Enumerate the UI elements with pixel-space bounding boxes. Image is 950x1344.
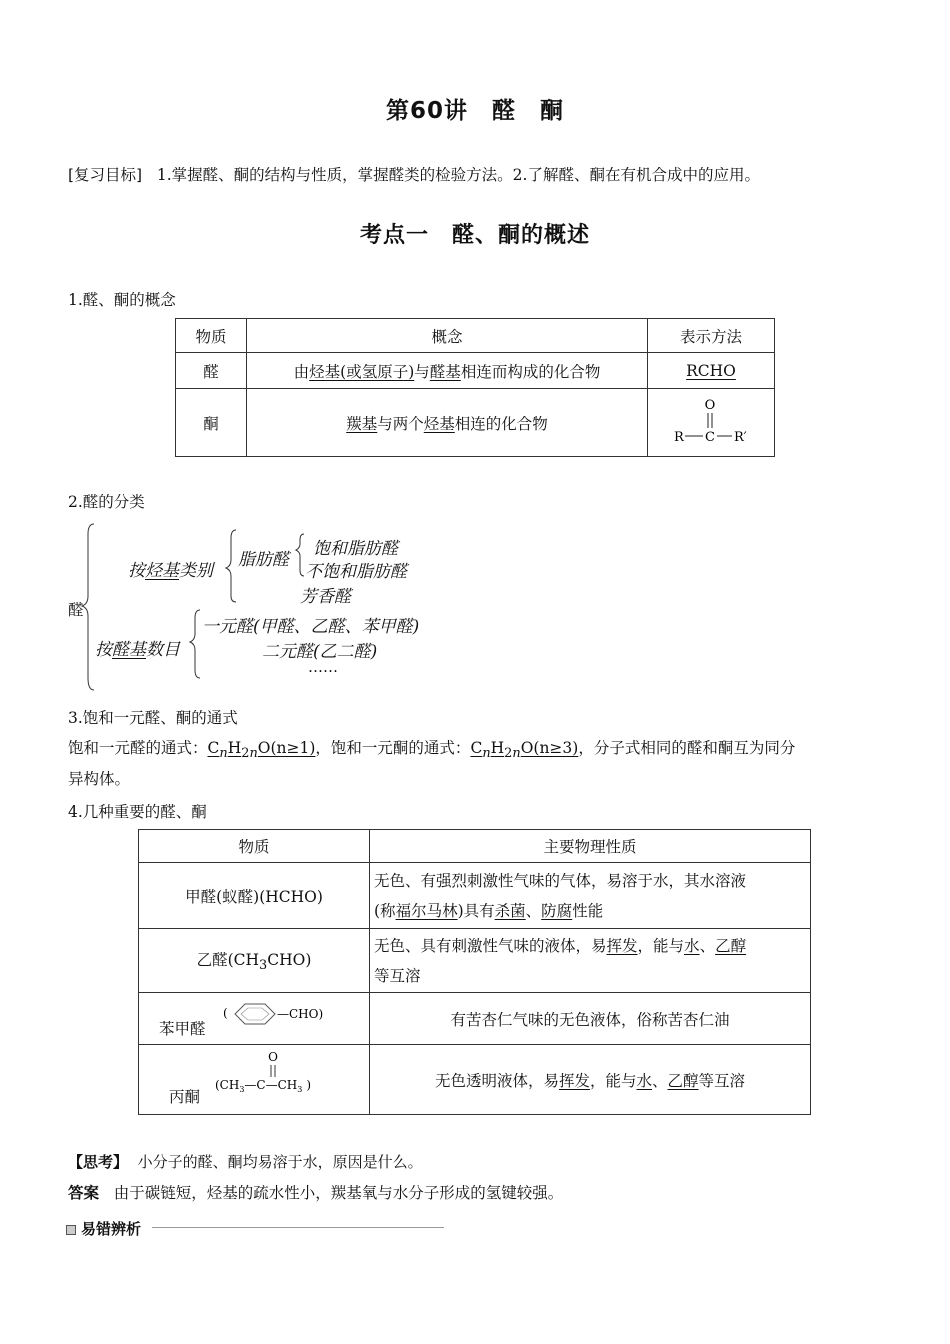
cho-group: —CHO) (277, 1007, 324, 1021)
svg-text:(CH3—C—CH3): ($CH_3—C—CH_3$ ) (215, 1078, 312, 1094)
cell-concept (247, 353, 648, 389)
square-icon (66, 1225, 76, 1235)
text: 按 (128, 561, 145, 581)
condition: (n≥1) (270, 739, 316, 757)
answer-blank: 挥发 (558, 1071, 590, 1090)
s4-heading: 4.几种重要的醛、酮 (68, 803, 207, 821)
concept-table (175, 318, 775, 457)
review-goal-text: 1.掌握醛、酮的结构与性质，掌握醛类的检验方法。2.了解醛、酮在有机合成中的应用。 (156, 166, 760, 184)
text: 乙醛(CH (196, 950, 260, 969)
text: 饱和一元醛的通式： (68, 739, 208, 757)
answer-blank: 挥发 (606, 936, 638, 955)
text: 与 (414, 362, 430, 381)
answer-tag: 答案 (68, 1184, 100, 1202)
text: ，能与 (637, 936, 685, 955)
review-goal-tag: [复习目标] (68, 166, 143, 184)
cell-name: 醛 (176, 353, 247, 389)
text: 无色透明液体，易 (434, 1071, 559, 1090)
error-analysis-heading (66, 1218, 141, 1239)
property-row-acetone (139, 1045, 811, 1115)
answer-blank: 醛基 (112, 640, 146, 660)
cell-concept (247, 389, 648, 457)
text: 等互溶 (374, 966, 421, 985)
s3-line2: 异构体。 (68, 770, 131, 788)
text: 与两个 (377, 414, 424, 433)
text: 由 (293, 362, 310, 381)
class-by-r (128, 556, 213, 581)
text: (称 (374, 901, 396, 920)
structure-r1: R (674, 429, 684, 445)
cell-properties: 有苦杏仁气味的无色液体，俗称苦杏仁油 (370, 993, 811, 1045)
text: ，饱和一元酮的通式： (315, 739, 471, 757)
think-text: 小分子的醛、酮均易溶于水，原因是什么。 (137, 1153, 423, 1171)
cell-name: 甲醛(蚁醛)(HCHO) (139, 863, 370, 929)
answer-blank: RCHO (686, 361, 736, 380)
cell-name (139, 1045, 370, 1115)
text: —C—CH (244, 1078, 298, 1092)
answer-blank: 防腐 (541, 901, 573, 920)
text: 、 (525, 901, 542, 920)
answer (68, 1181, 563, 1203)
text: )具有 (457, 901, 495, 920)
property-header-substance: 物质 (139, 830, 370, 863)
ketone-structure (666, 395, 756, 451)
answer-blank: 水 (684, 936, 700, 955)
s3-line1 (68, 732, 795, 770)
text: 、 (652, 1071, 668, 1090)
cell-notation (648, 389, 775, 457)
condition: (n≥3) (533, 739, 579, 757)
concept-header-substance: 物质 (176, 319, 247, 353)
cell-name: 酮 (176, 389, 247, 457)
class-root: 醛 (68, 601, 84, 619)
acetone-structure (213, 1047, 363, 1101)
property-row-acetaldehyde (139, 929, 811, 993)
structure-o: O (704, 397, 716, 413)
text: 无色、有强烈刺激性气味的气体，易溶于水，其水溶液 (374, 871, 747, 890)
section-title: 考点一 醛、酮的概述 (359, 223, 590, 248)
answer-blank: 福尔马林 (395, 901, 458, 920)
text: 性能 (572, 901, 604, 920)
class-aliphatic: 脂肪醛 (238, 550, 289, 570)
structure-o: O (268, 1050, 278, 1064)
property-table (138, 829, 811, 1115)
text: 数目 (146, 640, 180, 660)
structure-c: C (705, 429, 715, 445)
class-aromatic: 芳香醛 (300, 587, 351, 607)
cell-properties (370, 863, 811, 929)
answer-blank: 杀菌 (494, 901, 526, 920)
text: ，能与 (589, 1071, 637, 1090)
answer-blank-ketone-formula: $C_nH_{2n}O(n\ge 3)$ (470, 739, 579, 762)
cell-properties (370, 1045, 811, 1115)
text: 丙酮 (169, 1088, 201, 1106)
cell-name (139, 993, 370, 1045)
s2-heading: 2.醛的分类 (68, 493, 145, 511)
text: 相连而构成的化合物 (460, 362, 601, 381)
text: ，分子式相同的醛和酮互为同分 (578, 739, 796, 757)
answer-blank: 烃基 (145, 561, 179, 581)
answer-blank: 醛基 (429, 362, 461, 381)
svg-text:(: ( (223, 1006, 228, 1020)
answer-blank: 羰基 (346, 414, 378, 433)
benzene-ring-structure (221, 999, 361, 1029)
text: 类别 (179, 561, 213, 581)
class-di: 二元醛(乙二醛) (262, 642, 378, 662)
class-more: …… (308, 658, 338, 676)
answer-blank: 乙醇 (715, 936, 747, 955)
structure-r2: R′ (734, 429, 747, 445)
text: (CH (215, 1078, 240, 1092)
concept-header-concept: 概念 (247, 319, 648, 353)
answer-blank: 乙醇 (667, 1071, 699, 1090)
text: 易错辨析 (81, 1220, 142, 1238)
answer-blank: 水 (636, 1071, 652, 1090)
answer-blank-aldehyde-formula: $C_nH_{2n}O(n\ge 1)$ (207, 739, 316, 762)
class-by-cho (95, 635, 180, 660)
cell-notation (648, 353, 775, 389)
property-row-benzaldehyde (139, 993, 811, 1045)
divider (152, 1227, 444, 1228)
review-goal (68, 163, 760, 185)
class-unsaturated: 不饱和脂肪醛 (305, 562, 407, 582)
property-header-properties: 主要物理性质 (370, 830, 811, 863)
text: 等互溶 (698, 1071, 746, 1090)
concept-row-ketone (176, 389, 775, 457)
think-tag: 【思考】 (68, 1153, 129, 1171)
text: ) (306, 1078, 312, 1092)
cell-properties (370, 929, 811, 993)
text: 相连的化合物 (454, 414, 548, 433)
page-title: 第60讲 醛 酮 (385, 98, 564, 124)
answer-text: 由于碳链短，烃基的疏水性小，羰基氧与水分子形成的氢键较强。 (113, 1184, 564, 1202)
s3-heading: 3.饱和一元醛、酮的通式 (68, 709, 238, 727)
answer-blank: 烃基(或氢原子) (309, 362, 415, 381)
concept-row-aldehyde (176, 353, 775, 389)
think-question (68, 1151, 423, 1172)
class-mono: 一元醛(甲醛、乙醛、苯甲醛) (202, 617, 420, 637)
answer-blank: 烃基 (423, 414, 455, 433)
text: 按 (95, 640, 112, 660)
class-saturated: 饱和脂肪醛 (313, 539, 398, 559)
text: 苯甲醛 (159, 1020, 206, 1038)
property-row-formaldehyde (139, 863, 811, 929)
text: 、 (699, 936, 716, 955)
text: 3 (259, 958, 268, 974)
concept-header-notation: 表示方法 (648, 319, 775, 353)
s1-heading: 1.醛、酮的概念 (68, 291, 176, 309)
cell-name (139, 929, 370, 993)
text: 无色、具有刺激性气味的液体，易 (374, 936, 607, 955)
text: CHO) (267, 950, 312, 969)
